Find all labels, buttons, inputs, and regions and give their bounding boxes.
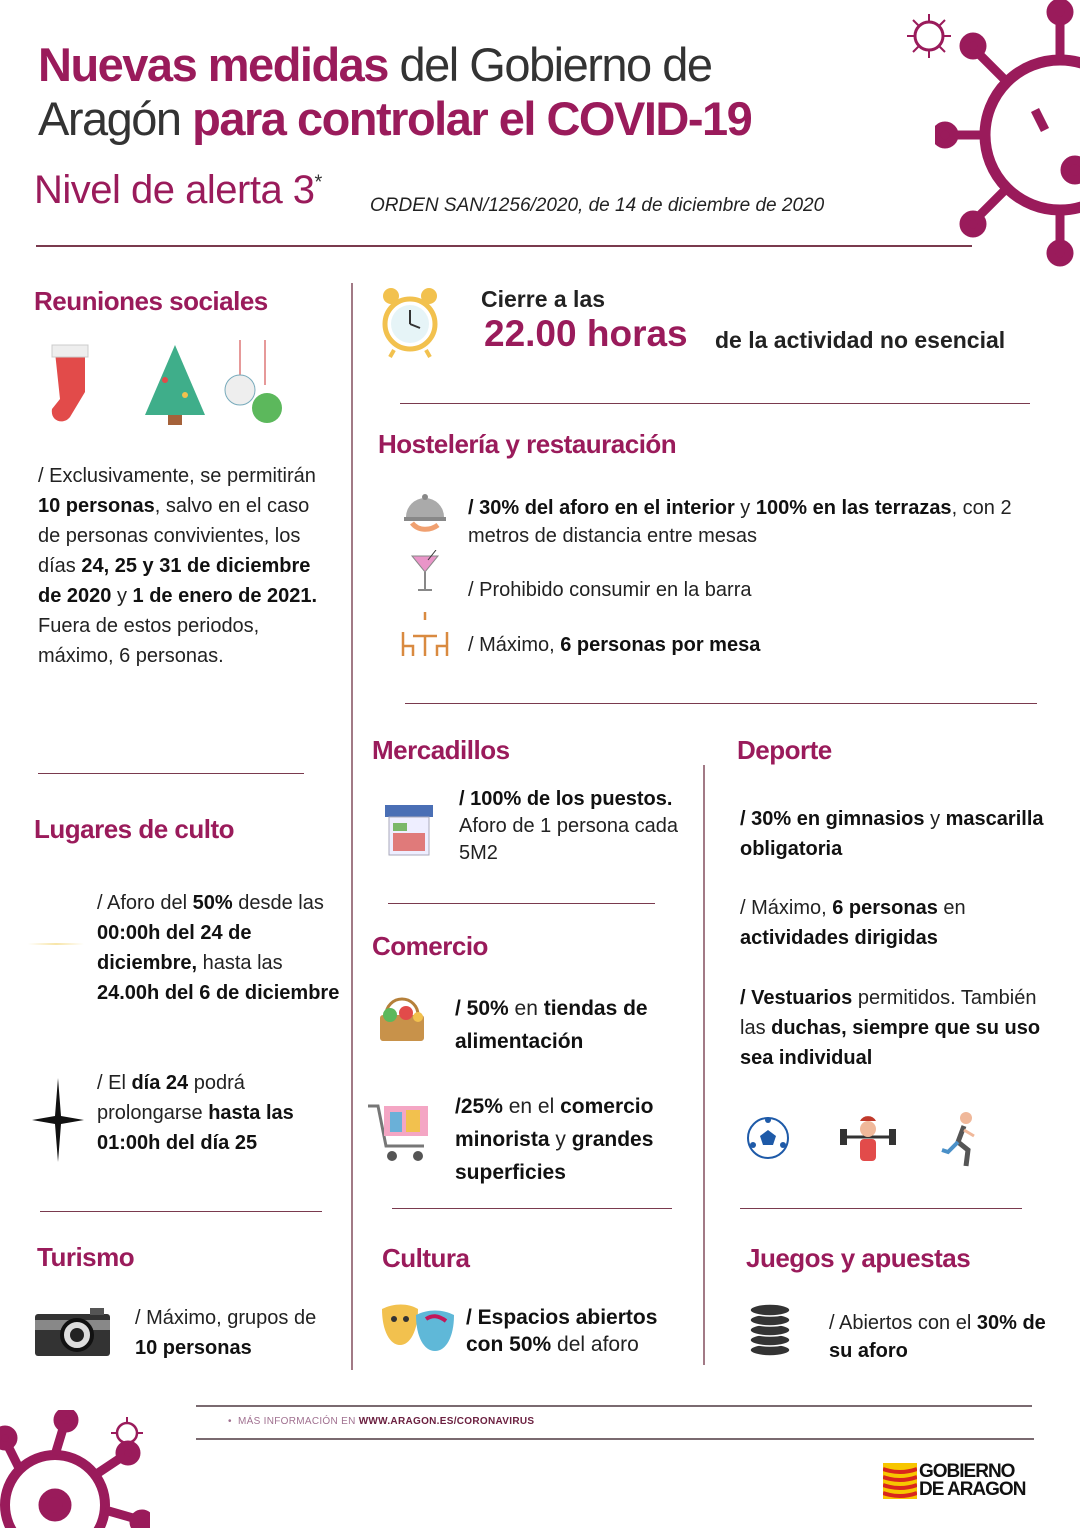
heading-juegos: Juegos y apuestas (746, 1243, 971, 1273)
mercadillos-text (459, 786, 679, 867)
small-virus-icon (905, 12, 953, 60)
text: y (111, 585, 133, 607)
title-text: del Gobierno de (387, 38, 712, 91)
divider (405, 703, 1037, 704)
main-title (38, 38, 751, 146)
text-bold: 24.00h del 6 de diciembre (97, 982, 340, 1004)
shopping-cart-icon (368, 1100, 432, 1166)
table-chairs-icon (401, 612, 449, 658)
text-bold: duchas, siempre que su uso sea individual (740, 1017, 1041, 1069)
text: del aforo (551, 1333, 639, 1356)
alert-footnote-mark: * (314, 171, 322, 194)
text-bold: / 50% (455, 997, 509, 1020)
star-icon (32, 1078, 84, 1162)
text: , con 2 metros de distancia entre mesas (468, 497, 1012, 547)
text-bold: actividades dirigidas (740, 927, 938, 949)
text-bold: 50% (192, 892, 233, 914)
text: / Máximo, (740, 897, 833, 919)
text-bold: 1 de enero de 2021. (132, 585, 318, 607)
cloche-icon (404, 493, 446, 533)
christmas-tree-icon (145, 345, 205, 425)
culto-text-1 (97, 888, 342, 1008)
deporte-item-3 (740, 983, 1065, 1073)
text: / Máximo, (468, 634, 561, 656)
text: permitidos. También las (740, 987, 1037, 1039)
text-bold: grandes superficies (455, 1128, 654, 1184)
heading-turismo: Turismo (37, 1242, 135, 1272)
heading-deporte: Deporte (737, 735, 832, 765)
heading-hosteleria: Hostelería y restauración (378, 429, 677, 459)
logo-text: DE ARAGON (919, 1479, 1026, 1500)
text: y (734, 497, 756, 519)
runner-icon (940, 1110, 980, 1168)
text: Fuera de estos periodos, máximo, 6 personas. (38, 615, 260, 667)
juegos-text (829, 1309, 1049, 1365)
text: / Aforo del (97, 892, 193, 914)
alarm-clock-icon (380, 284, 440, 358)
text-bold: / 30% en gimnasios (740, 808, 925, 830)
reuniones-text (38, 461, 328, 671)
order-reference: ORDEN SAN/1256/2020, de 14 de diciembre de 2020 (370, 195, 825, 216)
text: en (937, 897, 966, 919)
deporte-item-1 (740, 804, 1060, 864)
poker-chips-icon (748, 1302, 792, 1358)
gobierno-aragon-logo (883, 1463, 1025, 1499)
small-virus-icon (110, 1416, 144, 1450)
comercio-item-2 (455, 1090, 700, 1189)
divider (392, 1208, 672, 1209)
more-info-link[interactable]: WWW.ARAGON.ES/CORONAVIRUS (358, 1416, 535, 1427)
cultura-text (466, 1304, 696, 1358)
text-bold: tiendas de alimentación (455, 997, 648, 1053)
text-bold: 6 personas por mesa (560, 634, 761, 656)
divider-vertical (703, 765, 705, 1365)
text: / El (97, 1072, 132, 1094)
divider (388, 903, 655, 904)
hosteleria-item-1 (468, 494, 1038, 550)
comercio-item-1 (455, 992, 695, 1058)
cierre-label: Cierre a las (481, 286, 606, 312)
more-info-label: MÁS INFORMACIÓN EN (237, 1416, 359, 1427)
heading-culto: Lugares de culto (34, 814, 235, 844)
divider (400, 403, 1030, 404)
text: / Exclusivamente, se permitirán (38, 465, 316, 487)
logo-text: GOBIERNO (919, 1461, 1015, 1482)
text-bold: /25% (455, 1095, 503, 1118)
divider (38, 773, 304, 774)
divider (36, 245, 972, 247)
text: y (924, 808, 946, 830)
camera-icon (35, 1308, 110, 1356)
text: desde las (232, 892, 324, 914)
text: podrá prolongarse (97, 1072, 245, 1124)
text-bold: 100% en las terrazas (755, 497, 952, 519)
heading-cultura: Cultura (382, 1243, 470, 1273)
ornaments-icon (225, 340, 282, 423)
stocking-icon (52, 345, 88, 421)
text: Aforo de 1 persona cada 5M2 (459, 815, 679, 864)
text-bold: hasta las 01:00h del día 25 (97, 1102, 294, 1154)
text: y (549, 1128, 572, 1151)
divider (40, 1211, 322, 1212)
text: en (508, 997, 544, 1020)
sparkle-icon (28, 943, 84, 945)
culto-text-2 (97, 1068, 337, 1158)
divider (196, 1438, 1034, 1440)
more-info: • MÁS INFORMACIÓN EN WWW.ARAGON.ES/CORONAVIRUS (228, 1416, 535, 1427)
text: hasta las (197, 952, 283, 974)
text-bold: mascarilla obligatoria (740, 808, 1044, 860)
virus-icon (935, 0, 1080, 270)
title-bold: para controlar el COVID-19 (192, 92, 752, 145)
divider-vertical (351, 283, 353, 1370)
hosteleria-item-3 (468, 630, 1028, 660)
text-bold: 10 personas (38, 495, 155, 517)
text-bold: 00:00h del 24 de diciembre, (97, 922, 252, 974)
text: , salvo en el caso de personas convivientes, los días (38, 495, 310, 577)
text: / Máximo, grupos de (135, 1307, 317, 1329)
soccer-ball-icon (745, 1115, 791, 1161)
theater-masks-icon (380, 1303, 456, 1353)
text-bold: comercio minorista (455, 1095, 654, 1151)
weightlifter-icon (838, 1115, 898, 1167)
aragon-flag-icon (883, 1463, 917, 1499)
text: / Abiertos con el (829, 1312, 977, 1334)
divider (196, 1405, 1032, 1407)
text-bold: / 30% del aforo en el interior (468, 497, 735, 519)
turismo-text (135, 1303, 335, 1363)
text-bold: / Espacios abiertos con 50% (466, 1306, 658, 1356)
alert-level-text: Nivel de alerta 3 (34, 168, 315, 212)
heading-reuniones: Reuniones sociales (34, 286, 268, 316)
title-text: Aragón (38, 92, 193, 145)
market-stall-icon (383, 803, 435, 857)
heading-comercio: Comercio (372, 931, 488, 961)
hosteleria-item-2 (468, 575, 1028, 605)
deporte-item-2 (740, 893, 1060, 953)
cocktail-icon (410, 550, 440, 594)
text-bold: 24, 25 y 31 de diciembre de 2020 (38, 555, 311, 607)
text-bold: / 100% de los puestos. (459, 788, 673, 810)
text: / Prohibido consumir en la barra (468, 579, 752, 601)
text-bold: 10 personas (135, 1337, 252, 1359)
christmas-icons (40, 340, 290, 430)
alert-level (34, 168, 322, 213)
cierre-detail: de la actividad no esencial (715, 327, 1006, 353)
grocery-basket-icon (376, 993, 428, 1045)
heading-mercadillos: Mercadillos (372, 735, 510, 765)
text: en el (502, 1095, 561, 1118)
divider (740, 1208, 1022, 1209)
text-bold: / Vestuarios (740, 987, 853, 1009)
text-bold: 6 personas (832, 897, 938, 919)
title-bold: Nuevas medidas (38, 38, 388, 91)
text-bold: día 24 (131, 1072, 189, 1094)
text-bold: 30% de su aforo (829, 1312, 1046, 1362)
cierre-time: 22.00 horas (484, 313, 688, 354)
